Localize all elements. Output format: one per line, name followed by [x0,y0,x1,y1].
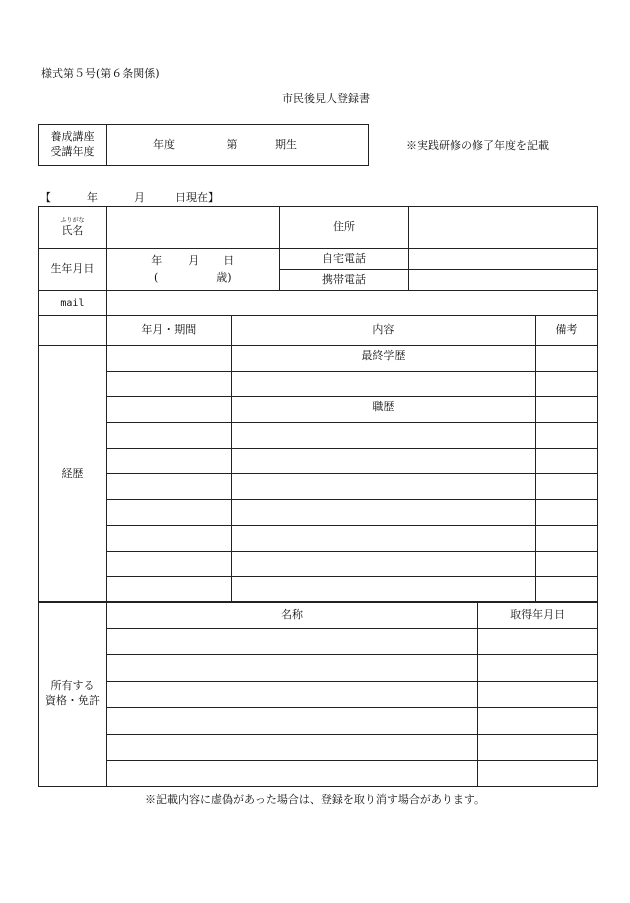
qualification-name-cell[interactable] [106,682,477,708]
history-remarks-cell[interactable] [536,397,598,423]
qualification-date-cell[interactable] [478,708,598,735]
personal-history-table [38,206,598,603]
name-label-cell [39,207,107,249]
history-remarks-cell[interactable] [536,500,598,526]
history-period-cell[interactable] [106,577,231,603]
history-content-cell[interactable] [231,552,535,577]
history-period-cell[interactable] [106,500,231,526]
birth-year-label: 年 [151,253,163,267]
history-content-cell[interactable] [231,372,535,397]
history-remarks-cell[interactable] [536,526,598,552]
history-content-cell[interactable] [231,423,535,449]
course-note: ※実践研修の修了年度を記載 [406,139,549,152]
address-label-cell [279,207,409,249]
name-label: 氏名 [61,223,84,237]
age-open: ( [153,270,159,284]
course-term-label: 期生 [275,137,297,151]
course-table [38,124,369,166]
course-label-line1: 養成講座 [50,130,95,144]
as-of-year: 年 [87,191,98,204]
history-period-cell[interactable] [106,449,231,474]
history-period-cell[interactable] [106,346,231,372]
qualification-date-cell[interactable] [478,655,598,682]
home-phone-label-cell [279,249,409,270]
mail-field[interactable] [106,291,597,316]
history-period-cell[interactable] [106,526,231,552]
history-period-cell[interactable] [106,423,231,449]
qualification-date-cell[interactable] [478,629,598,655]
name-field[interactable] [106,207,279,249]
furigana-label: ふりがな [60,216,85,224]
history-content-cell[interactable]: 職歴 [231,397,535,423]
qualifications-col-date: 取得年月日 [478,602,598,629]
birth-day-label: 日 [223,253,235,267]
history-period-cell[interactable] [106,552,231,577]
qualification-name-cell[interactable] [106,629,477,655]
qualification-date-cell[interactable] [478,761,598,787]
history-remarks-cell[interactable] [536,552,598,577]
birthdate-label: 生年月日 [50,262,95,276]
mobile-phone-label: 携帯電話 [322,272,367,286]
course-label-line2: 受講年度 [50,145,95,158]
mobile-phone-field[interactable] [409,270,598,291]
history-col-period: 年月・期間 [106,316,231,346]
form-number: 様式第５号(第６条関係) [41,67,160,80]
history-remarks-cell[interactable] [536,474,598,500]
course-value-cell[interactable] [107,125,369,166]
course-label-cell [39,125,107,166]
as-of-month: 月 [134,191,145,204]
course-year-label: 年度 [153,137,175,151]
history-header-blank [39,316,107,346]
footer-note: ※記載内容に虚偽があった場合は、登録を取り消す場合があります。 [144,793,485,806]
as-of-day: 日現在】 [175,191,219,204]
history-section-label: 経歴 [39,346,107,603]
home-phone-field[interactable] [409,249,598,270]
history-remarks-cell[interactable] [536,577,598,603]
mobile-phone-label-cell [279,270,409,291]
history-remarks-cell[interactable] [536,372,598,397]
qualification-name-cell[interactable] [106,655,477,682]
qualification-name-cell[interactable] [106,761,477,787]
birthdate-field[interactable] [106,249,279,291]
mail-label: mail [60,297,85,309]
as-of-date [40,189,219,205]
history-period-cell[interactable] [106,397,231,423]
history-remarks-cell[interactable] [536,423,598,449]
home-phone-label: 自宅電話 [322,251,367,265]
history-col-remarks: 備考 [536,316,598,346]
history-content-cell[interactable] [231,526,535,552]
history-content-cell[interactable]: 最終学歴 [231,346,535,372]
document-title: 市民後見人登録書 [282,92,370,105]
qualification-name-cell[interactable] [106,735,477,761]
qualifications-table [38,601,598,787]
age-close: 歳) [216,270,232,284]
as-of-open: 【 [40,191,51,204]
history-content-cell[interactable] [231,500,535,526]
qualification-date-cell[interactable] [478,735,598,761]
history-content-cell[interactable] [231,449,535,474]
history-period-cell[interactable] [106,372,231,397]
mail-label-cell [39,291,107,316]
history-period-cell[interactable] [106,474,231,500]
qualifications-col-name: 名称 [106,602,477,629]
course-dai-label: 第 [226,137,238,151]
qualification-name-cell[interactable] [106,708,477,735]
history-remarks-cell[interactable] [536,346,598,372]
history-col-content: 内容 [231,316,535,346]
address-field[interactable] [409,207,598,249]
birthdate-label-cell [39,249,107,291]
history-remarks-cell[interactable] [536,449,598,474]
qualifications-section-label: 所有する 資格・免許 [39,602,107,787]
history-content-cell[interactable] [231,474,535,500]
birth-month-label: 月 [188,253,200,267]
history-content-cell[interactable] [231,577,535,603]
address-label: 住所 [333,220,356,234]
qualification-date-cell[interactable] [478,682,598,708]
